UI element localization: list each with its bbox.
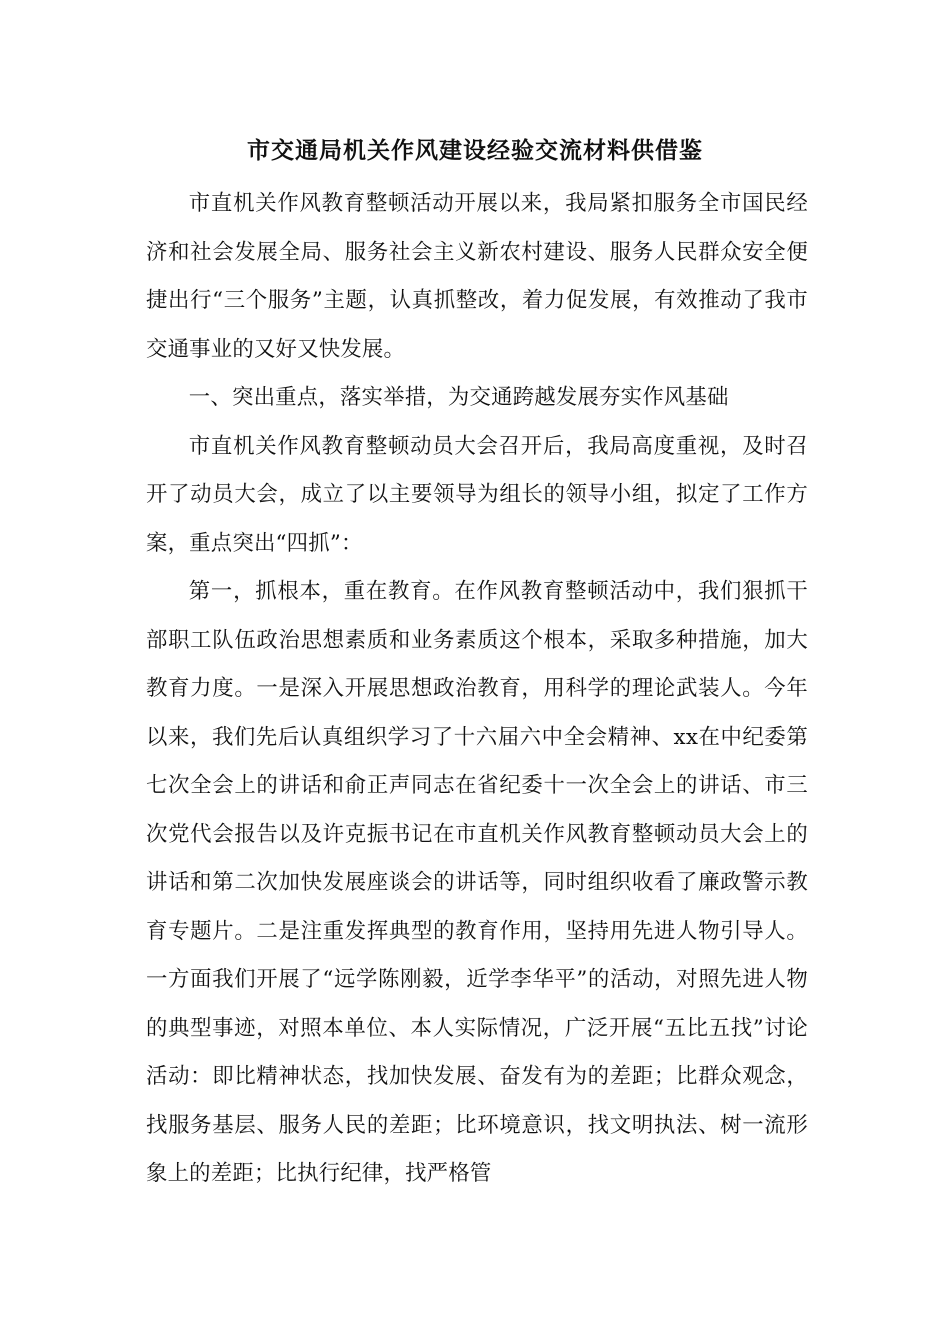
- paragraph-intro: 市直机关作风教育整顿活动开展以来，我局紧扣服务全市国民经济和社会发展全局、服务社会主义新农村建设、服务人民群众安全便捷出行“三个服务”主题，认真抓整改，着力促发展，有效推动了我市交通事业的又好又快发展。: [146, 191, 808, 362]
- section-heading-1: 一、突出重点，落实举措，为交通跨越发展夯实作风基础: [188, 385, 729, 410]
- document-body: [146, 180, 808, 1199]
- paragraph-mobilization: 市直机关作风教育整顿动员大会召开后，我局高度重视，及时召开了动员大会，成立了以主要领导为组长的领导小组，拟定了工作方案，重点突出“四抓”：: [146, 433, 808, 556]
- paragraph-first-point: 第一，抓根本，重在教育。在作风教育整顿活动中，我们狠抓干部职工队伍政治思想素质和业务素质这个根本，采取多种措施，加大教育力度。一是深入开展思想政治教育，用科学的理论武装人。今年以来，我们先后认真组织学习了十六届六中全会精神、xx在中纪委第七次全会上的讲话和俞正声同志在省纪委十一次全会上的讲话、市三次党代会报告以及许克振书记在市直机关作风教育整顿动员大会上的讲话和第二次加快发展座谈会的讲话等，同时组织收看了廉政警示教育专题片。二是注重发挥典型的教育作用，坚持用先进人物引导人。一方面我们开展了“远学陈刚毅，近学李华平”的活动，对照先进人物的典型事迹，对照本单位、本人实际情况，广泛开展“五比五找”讨论活动：即比精神状态，找加快发展、奋发有为的差距；比群众观念，找服务基层、服务人民的差距；比环境意识，找文明执法、树一流形象上的差距；比执行纪律，找严格管: [146, 579, 808, 1186]
- document-title: 市交通局机关作风建设经验交流材料供借鉴: [247, 137, 703, 164]
